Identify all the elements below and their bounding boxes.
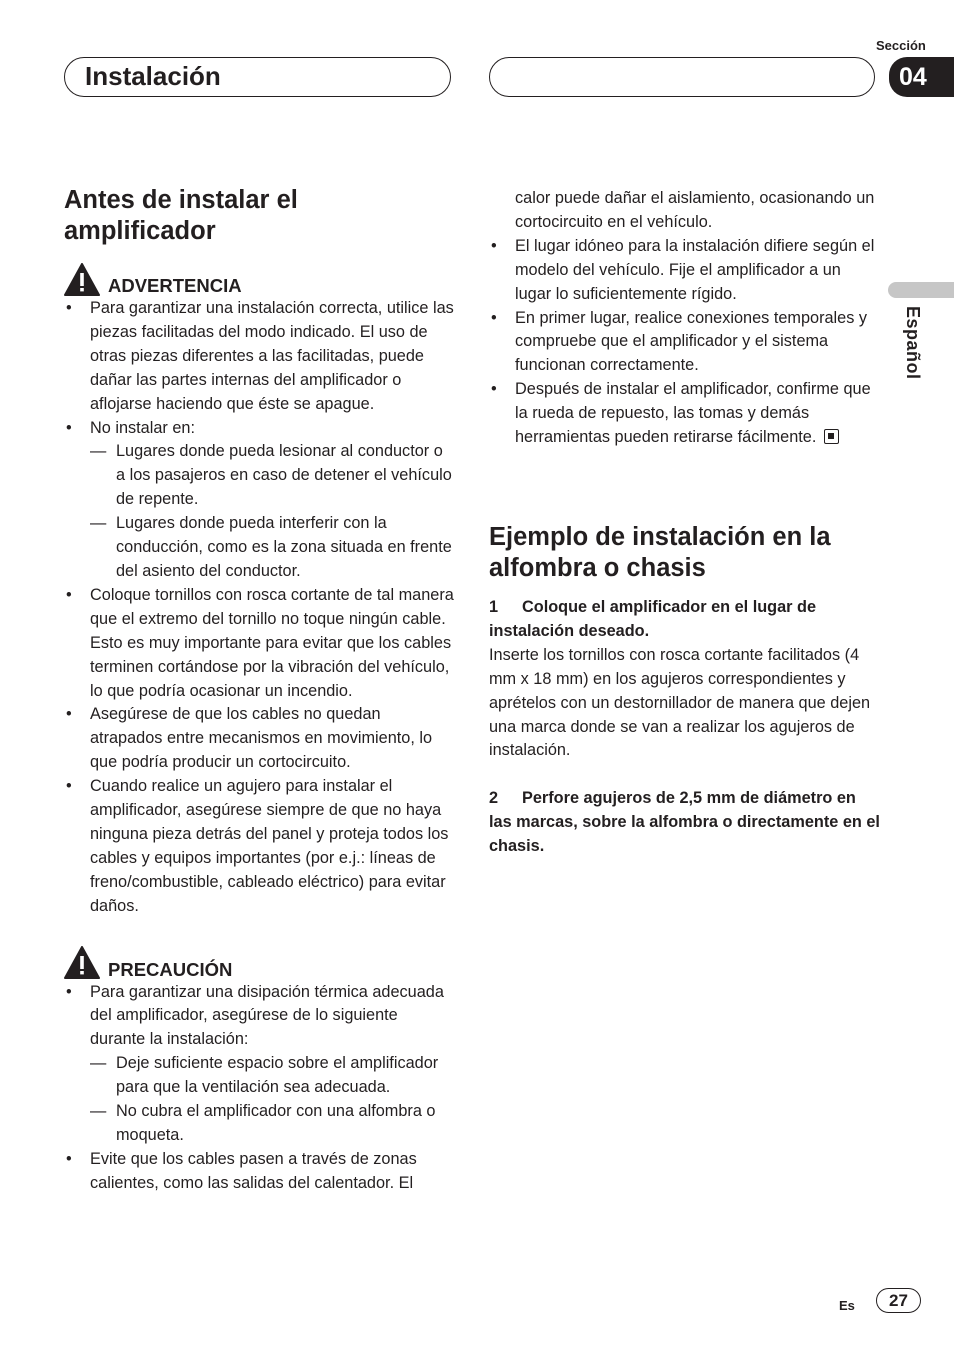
list-item: • El lugar idóneo para la instalación difiere según el modelo del vehículo. Fije el amplificador a un lugar lo suficientemente rígido. [489, 235, 881, 307]
dash-item: — Lugares donde pueda interferir con la conducción, como es la zona situada en frente del asiento del conductor. [90, 512, 456, 584]
caution-list-continued [489, 187, 881, 450]
dash-item: — Lugares donde pueda lesionar al conductor o a los pasajeros en caso de detener el vehículo de repente. [90, 440, 456, 512]
list-item: • Evite que los cables pasen a través de zonas calientes, como las salidas del calentador. El [64, 1148, 456, 1196]
list-item: • Coloque tornillos con rosca cortante de tal manera que el extremo del tornillo no toque ningún cable. Esto es muy importante para evitar que los cables terminen cortándose por la vibración del vehículo, lo que podría ocasionar un incendio. [64, 584, 456, 704]
list-item-text: calor puede dañar el aislamiento, ocasionando un cortocircuito en el vehículo. [515, 189, 875, 231]
list-item: • Asegúrese de que los cables no quedan atrapados entre mecanismos en movimiento, lo que podría producir un cortocircuito. [64, 703, 456, 775]
page-title: Instalación [85, 61, 221, 91]
language-tab-label: Español [903, 306, 923, 380]
header-blank-frame [489, 57, 875, 97]
caution-list [64, 981, 456, 1196]
language-tab-bar [888, 282, 954, 298]
section-number-badge: 04 [889, 57, 954, 97]
list-item: • Para garantizar una instalación correcta, utilice las piezas facilitadas del modo indicado. El uso de otras piezas diferentes a las facilitadas, puede dañar las partes internas del amplificador o aflojarse haciendo que éste se apague. [64, 297, 456, 417]
caution-header [64, 945, 456, 981]
left-column [64, 185, 456, 1196]
step-1-heading [489, 596, 881, 644]
footer-language-code: Es [839, 1298, 855, 1313]
page-number: 27 [876, 1288, 921, 1313]
list-item [64, 981, 456, 1148]
list-item [64, 417, 456, 584]
list-item-text: Para garantizar una disipación térmica adecuada del amplificador, asegúrese de lo siguiente durante la instalación: [90, 982, 444, 1049]
section-label: Sección [876, 38, 926, 53]
list-item-text: Después de instalar el amplificador, confirme que la rueda de repuesto, las tomas y demás herramientas pueden retirarse fácilmente. [515, 380, 871, 447]
list-item-continued [489, 187, 881, 235]
list-item: • En primer lugar, realice conexiones temporales y compruebe que el amplificador y el sistema funcionan correctamente. [489, 307, 881, 379]
section-heading: Antes de instalar el amplificador [64, 186, 298, 245]
dash-item: — No cubra el amplificador con una alfombra o moqueta. [90, 1100, 456, 1148]
right-column [489, 187, 881, 859]
step-1-body: Inserte los tornillos con rosca cortante facilitados (4 mm x 18 mm) en los agujeros correspondientes y aprételos con un destornillador de manera que dejen una marca donde se van a realizar los agujeros de instalación. [489, 645, 871, 760]
step-title: Coloque el amplificador en el lugar de instalación deseado. [489, 597, 817, 640]
dash-list [90, 1052, 456, 1148]
warning-triangle-icon [64, 946, 100, 979]
dash-item: — Deje suficiente espacio sobre el amplificador para que la ventilación sea adecuada. [90, 1052, 456, 1100]
dash-list [90, 440, 456, 583]
step-number: 1 [489, 597, 499, 616]
warning-label: ADVERTENCIA [108, 275, 242, 297]
end-of-section-icon [824, 429, 839, 444]
warning-header [64, 261, 456, 297]
list-item [489, 378, 881, 450]
caution-label: PRECAUCIÓN [108, 958, 233, 980]
list-item: • Cuando realice un agujero para instalar el amplificador, asegúrese siempre de que no haya ninguna pieza detrás del panel y proteja todos los cables y equipos importantes (por e.j.: líneas de freno/combustible, cableado eléctrico) para evitar daños. [64, 775, 456, 918]
step-title: Perfore agujeros de 2,5 mm de diámetro en las marcas, sobre la alfombra o directamente en el chasis. [489, 789, 880, 856]
step-2-heading [489, 787, 881, 859]
warning-triangle-icon [64, 263, 100, 296]
warning-list [64, 297, 456, 919]
step-number: 2 [489, 789, 499, 808]
list-item-text: No instalar en: [90, 418, 195, 437]
section-heading: Ejemplo de instalación en la alfombra o chasis [489, 522, 831, 582]
